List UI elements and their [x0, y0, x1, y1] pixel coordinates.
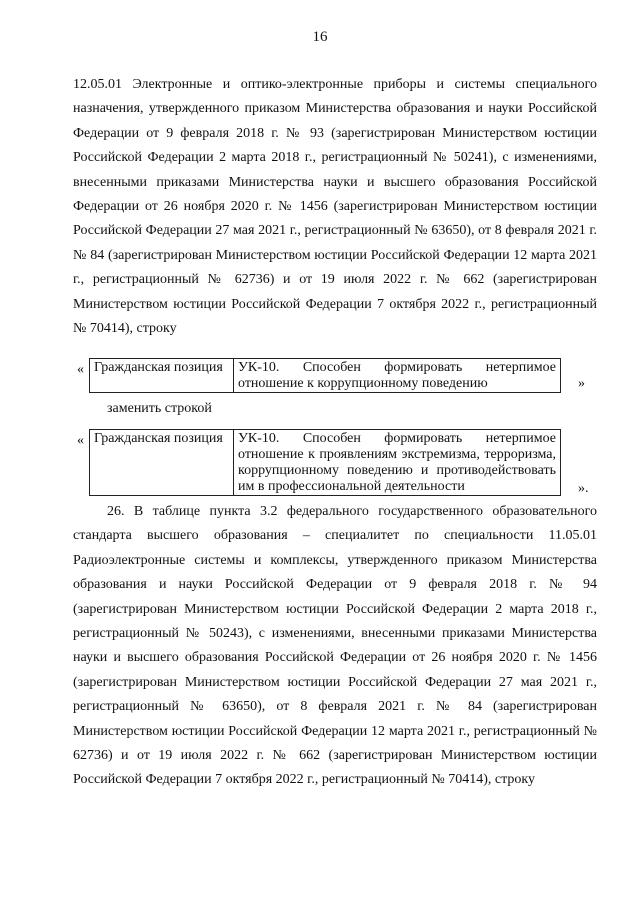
- competency-line: УК-10. Способен формировать нетерпимое: [238, 360, 556, 375]
- competency-table-1: [89, 358, 561, 393]
- category-cell: Гражданская позиция: [90, 359, 234, 393]
- competency-cell: [234, 359, 561, 393]
- competency-line: коррупционному поведению и противодействовать: [238, 463, 556, 478]
- closing-quote: ».: [578, 481, 589, 496]
- competency-line: им в профессиональной деятельности: [238, 479, 465, 494]
- competency-table-replacement: [73, 429, 597, 497]
- paragraph-1: 12.05.01 Электронные и оптико-электронные приборы и системы специального назначения, утвержденного приказом Министерства образования и науки Российской Федерации от 9 февраля 2018 г. № 93 (зарегистрирован Министерством юстиции Российской Федерации 2 марта 2018 г., регистрационный № 50241), с изменениями, внесенными приказами Министерства науки и высшего образования Российской Федерации от 26 ноября 2020 г. № 1456 (зарегистрирован Министерством юстиции Российской Федерации 27 мая 2021 г., регистрационный № 63650), от 8 февраля 2021 г. № 84 (зарегистрирован Министерством юстиции Российской Федерации 12 марта 2021 г., регистрационный № 62736) и от 19 июля 2022 г. № 662 (зарегистрирован Министерством юстиции Российской Федерации 7 октября 2022 г., регистрационный № 70414), строку: [73, 77, 597, 337]
- category-cell: Гражданская позиция: [90, 430, 234, 496]
- table-row: [90, 430, 561, 496]
- paragraph-2: [73, 500, 597, 793]
- replace-label: заменить строкой: [107, 401, 212, 416]
- paragraph-2-text: 26. В таблице пункта 3.2 федерального государственного образовательного стандарта высшего образования – специалитет по специальности 11.05.01 Радиоэлектронные системы и комплексы, утвержденного приказом Министерства образования и науки Российской Федерации от 9 февраля 2018 г. № 94 (зарегистрирован Министерством юстиции Российской Федерации 2 марта 2018 г., регистрационный № 50243), с изменениями, внесенными приказами Министерства науки и высшего образования Российской Федерации от 26 ноября 2020 г. № 1456 (зарегистрирован Министерством юстиции Российской Федерации 27 мая 2021 г., регистрационный № 63650), от 8 февраля 2021 г. № 84 (зарегистрирован Министерством юстиции Российской Федерации 12 марта 2021 г., регистрационный № 62736) и от 19 июля 2022 г. № 662 (зарегистрирован Министерством юстиции Российской Федерации 7 октября 2022 г., регистрационный № 70414), строку: [73, 504, 597, 788]
- competency-line: отношение к проявлениям экстремизма, терроризма,: [238, 447, 556, 462]
- competency-cell: [234, 430, 561, 496]
- page-number: 16: [312, 29, 328, 45]
- closing-quote: »: [578, 376, 585, 391]
- competency-line: УК-10. Способен формировать нетерпимое: [238, 431, 556, 446]
- opening-quote: «: [77, 362, 84, 377]
- competency-table-original: [73, 358, 597, 392]
- competency-line: отношение к коррупционному поведению: [238, 376, 488, 391]
- table-row: [90, 359, 561, 393]
- opening-quote: «: [77, 433, 84, 448]
- competency-table-2: [89, 429, 561, 496]
